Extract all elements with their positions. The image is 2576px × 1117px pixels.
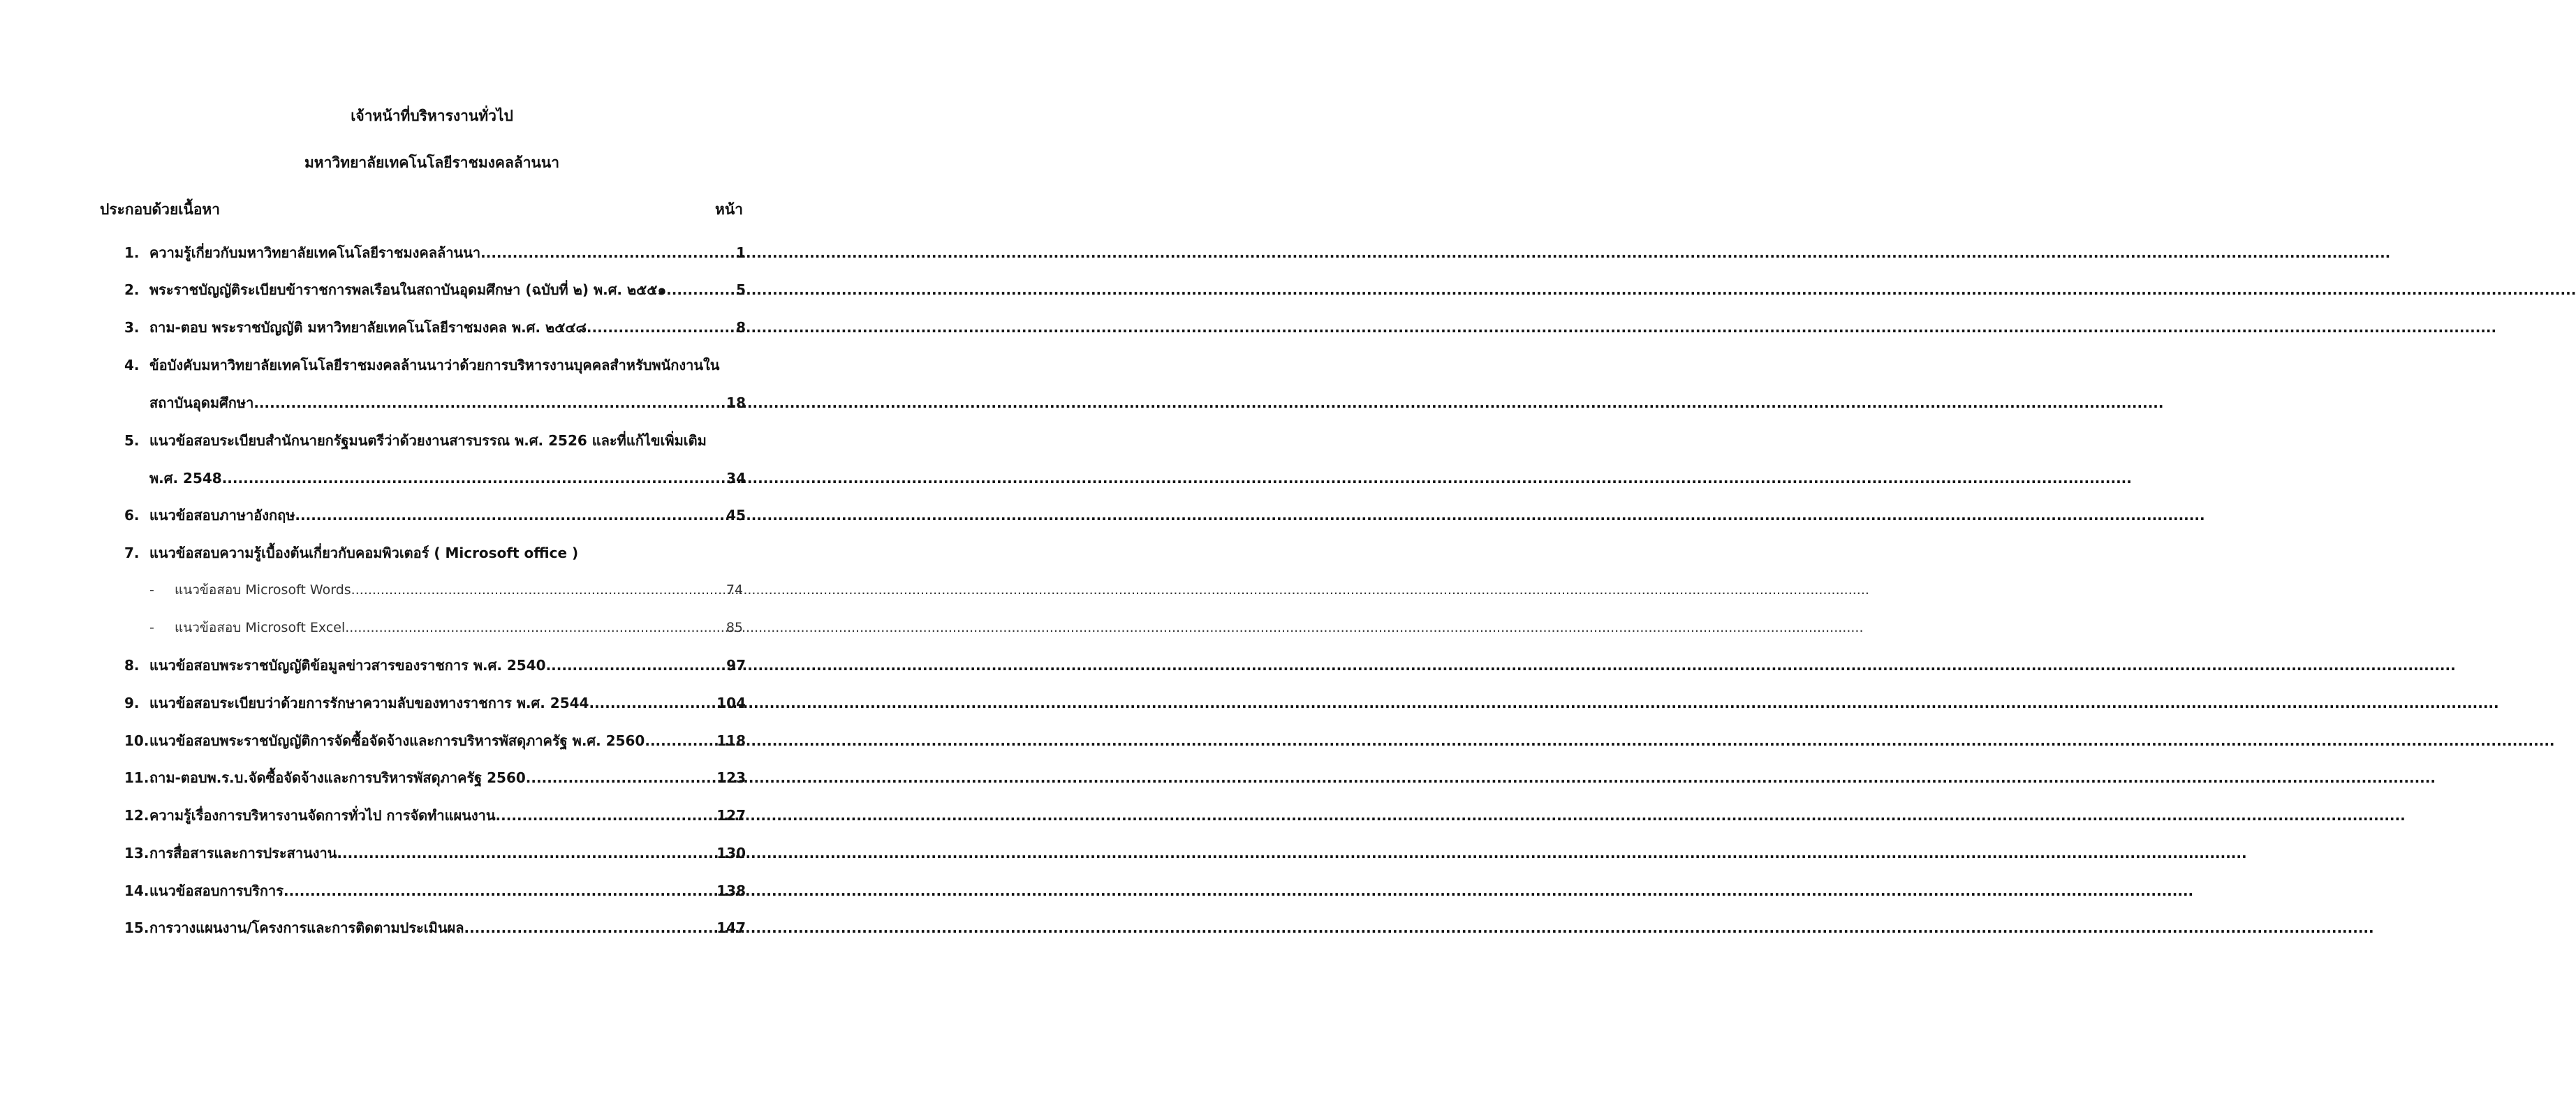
toc-page-number: 127 [716, 807, 746, 824]
toc-text: แนวข้อสอบ Microsoft Excel [175, 620, 346, 635]
toc-subentry-words [149, 579, 743, 600]
toc-entry-11 [124, 767, 746, 787]
toc-page-number: 8 [736, 319, 746, 336]
toc-number: 8. [124, 657, 140, 674]
toc-entry-4 [124, 354, 746, 375]
leader-dots [253, 394, 726, 411]
toc-number: 4. [124, 357, 140, 373]
leader-dots [351, 582, 726, 598]
toc-number: 12. [124, 807, 149, 824]
toc-entry-10 [124, 730, 746, 750]
leader-dots [284, 882, 716, 899]
toc-page-number: 147 [716, 919, 746, 936]
toc-number: 2. [124, 281, 140, 298]
toc-text: ความรู้เกี่ยวกับมหาวิทยาลัยเทคโนโลยีราชมงคลล้านนา [149, 244, 481, 261]
toc-text: ความรู้เรื่องการบริหารงานจัดการทั่วไป การจัดทำแผนงาน [149, 807, 496, 824]
toc-text: แนวข้อสอบความรู้เบื้องต้นเกี่ยวกับคอมพิวเตอร์ ( Microsoft office ) [149, 545, 579, 561]
toc-page-number: 104 [716, 695, 746, 711]
toc-page-number: 138 [716, 882, 746, 899]
toc-subentry-excel [149, 617, 743, 638]
toc-entry-14 [124, 880, 746, 901]
toc-number: 13. [124, 845, 149, 861]
toc-text: การสื่อสารและการประสานงาน [149, 845, 337, 861]
toc-text: สถาบันอุดมศึกษา [149, 394, 254, 411]
leader-dots [464, 919, 716, 936]
toc-page-number: 118 [716, 732, 746, 749]
toc-number: 15. [124, 919, 149, 936]
toc-number: 3. [124, 319, 140, 336]
toc-page-number: 34 [726, 470, 746, 487]
document-title: เจ้าหน้าที่บริหารงานทั่วไป [351, 108, 513, 124]
toc-number: 9. [124, 695, 140, 711]
toc-entry-3 [124, 316, 746, 337]
toc-number: 14. [124, 882, 149, 899]
toc-entry-7 [124, 542, 746, 563]
leader-dots [337, 845, 716, 861]
toc-page-number: 130 [716, 845, 746, 861]
toc-text: พ.ศ. 2548 [149, 470, 222, 487]
toc-entry-2 [124, 279, 746, 299]
toc-page-number: 123 [716, 769, 746, 786]
document-page [0, 0, 864, 1117]
toc-text: แนวข้อสอบการบริการ [149, 882, 284, 899]
toc-text: ถาม-ตอบ พระราชบัญญัติ มหาวิทยาลัยเทคโนโลยีราชมงคล พ.ศ. ๒๕๔๘ [149, 319, 587, 336]
toc-bullet: - [149, 620, 154, 635]
toc-number: 6. [124, 507, 140, 524]
leader-dots [546, 657, 727, 674]
toc-entry-4-continued [149, 392, 746, 413]
leader-dots [587, 319, 736, 336]
leader-dots [222, 470, 726, 487]
toc-page-number: 97 [726, 657, 746, 674]
contents-heading: ประกอบด้วยเนื้อหา [100, 201, 221, 218]
toc-number: 11. [124, 769, 149, 786]
toc-page-number: 85 [726, 620, 743, 635]
leader-dots [345, 620, 726, 635]
toc-page-number: 45 [726, 507, 746, 524]
toc-text: ถาม-ตอบพ.ร.บ.จัดซื้อจัดจ้างและการบริหารพัสดุภาครัฐ 2560 [149, 769, 526, 786]
toc-text: พระราชบัญญัติระเบียบข้าราชการพลเรือนในสถาบันอุดมศึกษา (ฉบับที่ ๒) พ.ศ. ๒๕๕๑ [149, 281, 667, 298]
toc-entry-9 [124, 692, 746, 713]
toc-text: แนวข้อสอบ Microsoft Words [175, 582, 351, 598]
toc-number: 5. [124, 432, 140, 449]
leader-dots [589, 695, 716, 711]
toc-entry-5 [124, 429, 746, 450]
toc-number: 7. [124, 545, 140, 561]
toc-entry-6 [124, 504, 746, 525]
toc-text: แนวข้อสอบพระราชบัญญัติข้อมูลข่าวสารของราชการ พ.ศ. 2540 [149, 657, 546, 674]
toc-text: แนวข้อสอบระเบียบว่าด้วยการรักษาความลับของทางราชการ พ.ศ. 2544 [149, 695, 589, 711]
toc-page-number: 5 [736, 281, 746, 298]
toc-entry-12 [124, 804, 746, 825]
toc-page-number: 18 [726, 394, 746, 411]
toc-entry-5-continued [149, 467, 746, 488]
page-column-heading: หน้า [715, 201, 743, 218]
toc-entry-13 [124, 842, 746, 863]
leader-dots [666, 281, 736, 298]
toc-page-number: 74 [726, 582, 743, 598]
toc-entry-1 [124, 242, 746, 262]
leader-dots [295, 507, 726, 524]
document-subtitle: มหาวิทยาลัยเทคโนโลยีราชมงคลล้านนา [304, 154, 560, 171]
toc-text: ข้อบังคับมหาวิทยาลัยเทคโนโลยีราชมงคลล้านนาว่าด้วยการบริหารงานบุคคลสำหรับพนักงานใน [149, 357, 720, 373]
leader-dots [526, 769, 716, 786]
toc-text: แนวข้อสอบภาษาอังกฤษ [149, 507, 295, 524]
toc-page-number: 1 [736, 244, 746, 261]
toc-entry-8 [124, 654, 746, 675]
toc-text: แนวข้อสอบระเบียบสำนักนายกรัฐมนตรีว่าด้วยงานสารบรรณ พ.ศ. 2526 และที่แก้ไขเพิ่มเติม [149, 432, 707, 449]
toc-bullet: - [149, 582, 154, 598]
leader-dots [480, 244, 736, 261]
toc-number: 10. [124, 732, 149, 749]
leader-dots [496, 807, 717, 824]
toc-entry-15 [124, 917, 746, 938]
leader-dots [645, 732, 716, 749]
toc-text: แนวข้อสอบพระราชบัญญัติการจัดซื้อจัดจ้างและการบริหารพัสดุภาครัฐ พ.ศ. 2560 [149, 732, 645, 749]
toc-text: การวางแผนงาน/โครงการและการติดตามประเมินผล [149, 919, 464, 936]
toc-number: 1. [124, 244, 140, 261]
